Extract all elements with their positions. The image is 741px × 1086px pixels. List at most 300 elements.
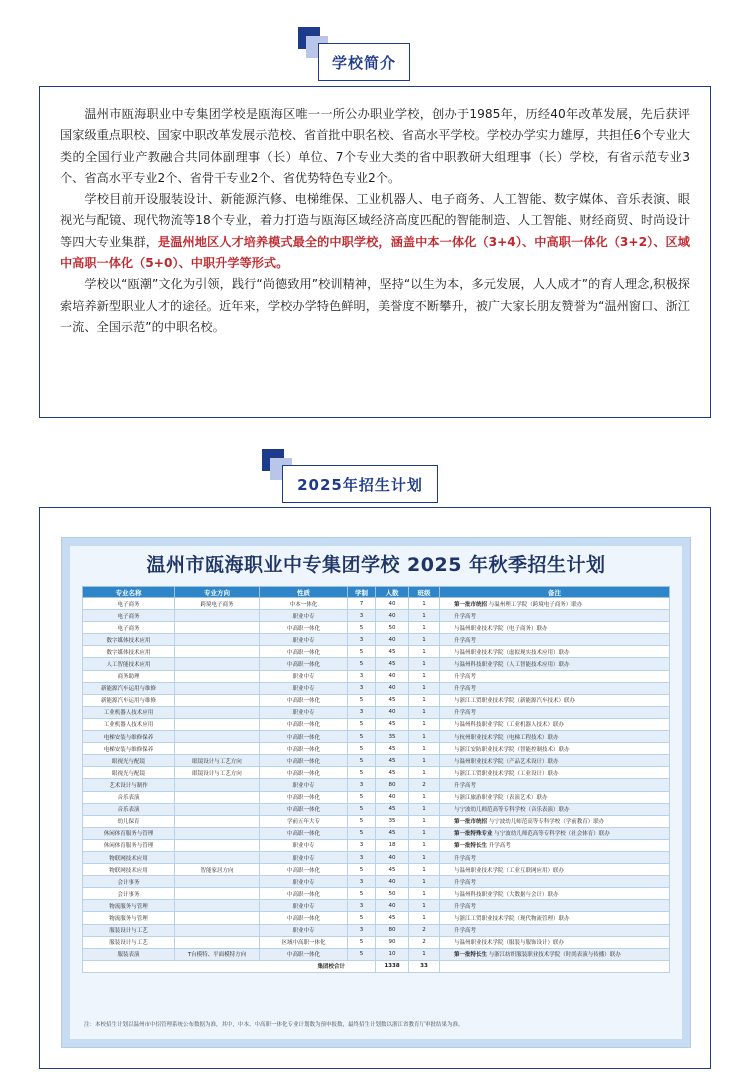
table-row bbox=[83, 815, 670, 827]
table-row bbox=[83, 924, 670, 936]
table-row bbox=[83, 803, 670, 815]
table-row bbox=[83, 743, 670, 755]
cell-classes: 1 bbox=[409, 670, 440, 682]
cell-major-name: 休闲体育服务与管理 bbox=[83, 839, 175, 851]
cell-count: 18 bbox=[376, 839, 409, 851]
column-header: 班级 bbox=[409, 587, 440, 598]
cell-count: 40 bbox=[376, 791, 409, 803]
note-text: 与浙江工贸职业技术学院（现代物流管理）联办 bbox=[454, 915, 570, 922]
cell-program-type: 中高职一体化 bbox=[260, 718, 348, 730]
cell-count: 40 bbox=[376, 851, 409, 863]
cell-count: 50 bbox=[376, 622, 409, 634]
cell-program-type: 中高职一体化 bbox=[260, 731, 348, 743]
cell-note bbox=[440, 900, 670, 912]
intro-paragraph-1: 温州市瓯海职业中专集团学校是瓯海区唯一一所公办职业学校，创办于1985年，历经40年改革发展，先后获评国家级重点职校、国家中职改革发展示范校、省首批中职名校、省高水平学校。学校办学实力雄厚，共担任6个专业大类的全国行业产教融合共同体副理事（长）单位、7个专业大类的省中职教研大组理事（长）学校，有省示范专业3个、省高水平专业2个、省骨干专业2个、省优势特色专业2个。 bbox=[60, 107, 690, 185]
plan-table-title: 温州市瓯海职业中专集团学校 2025 年秋季招生计划 bbox=[146, 554, 606, 576]
cell-classes: 1 bbox=[409, 731, 440, 743]
cell-note bbox=[440, 779, 670, 791]
table-row bbox=[83, 706, 670, 718]
cell-years: 5 bbox=[348, 658, 376, 670]
cell-years: 5 bbox=[348, 791, 376, 803]
note-text: 升学高考 bbox=[454, 928, 477, 935]
cell-years: 5 bbox=[348, 803, 376, 815]
table-row bbox=[83, 791, 670, 803]
cell-classes: 1 bbox=[409, 827, 440, 839]
cell-count: 45 bbox=[376, 803, 409, 815]
cell-major-name: 电子商务 bbox=[83, 622, 175, 634]
cell-major-direction bbox=[175, 803, 260, 815]
cell-classes: 1 bbox=[409, 743, 440, 755]
cell-major-name: 电子商务 bbox=[83, 598, 175, 610]
cell-count: 45 bbox=[376, 864, 409, 876]
cell-major-direction: 眼镜设计与工艺方向 bbox=[175, 755, 260, 767]
cell-note bbox=[440, 803, 670, 815]
cell-major-direction bbox=[175, 851, 260, 863]
enrollment-plan-box bbox=[39, 507, 711, 1069]
cell-years: 3 bbox=[348, 682, 376, 694]
table-row bbox=[83, 900, 670, 912]
cell-years: 5 bbox=[348, 731, 376, 743]
cell-program-type: 中本一体化 bbox=[260, 598, 348, 610]
cell-major-name: 新能源汽车运用与维修 bbox=[83, 694, 175, 706]
cell-major-name: 休闲体育服务与管理 bbox=[83, 827, 175, 839]
cell-classes: 1 bbox=[409, 912, 440, 924]
cell-count: 45 bbox=[376, 718, 409, 730]
cell-count: 45 bbox=[376, 743, 409, 755]
cell-program-type: 中高职一体化 bbox=[260, 912, 348, 924]
cell-program-type: 中高职一体化 bbox=[260, 888, 348, 900]
note-text: 升学高考 bbox=[454, 782, 477, 789]
note-text: 升学高考 bbox=[454, 855, 477, 862]
note-text: 与温州理工学院（跨境电子商务）联办 bbox=[488, 601, 583, 608]
cell-major-direction bbox=[175, 694, 260, 706]
column-header: 专业名称 bbox=[83, 587, 175, 598]
heading-label: 学校简介 bbox=[318, 43, 410, 81]
table-header-row bbox=[83, 587, 670, 598]
cell-major-name: 音乐表演 bbox=[83, 791, 175, 803]
cell-note bbox=[440, 622, 670, 634]
cell-note bbox=[440, 610, 670, 622]
cell-years: 5 bbox=[348, 755, 376, 767]
cell-note bbox=[440, 851, 670, 863]
cell-program-type: 职业中专 bbox=[260, 851, 348, 863]
table-row bbox=[83, 912, 670, 924]
cell-major-name: 人工智能技术应用 bbox=[83, 658, 175, 670]
cell-count: 45 bbox=[376, 827, 409, 839]
table-row bbox=[83, 888, 670, 900]
cell-major-direction bbox=[175, 924, 260, 936]
enrollment-plan-image bbox=[61, 537, 691, 1048]
cell-years: 5 bbox=[348, 936, 376, 948]
cell-program-type: 职业中专 bbox=[260, 682, 348, 694]
table-row bbox=[83, 779, 670, 791]
cell-count: 45 bbox=[376, 658, 409, 670]
note-text: 与宁波幼儿师范高等专科学校（音乐表演）联办 bbox=[454, 807, 570, 814]
heading-label: 2025年招生计划 bbox=[282, 465, 438, 503]
cell-major-direction: T台模特、平面模特方向 bbox=[175, 948, 260, 960]
cell-program-type: 职业中专 bbox=[260, 779, 348, 791]
cell-classes: 1 bbox=[409, 767, 440, 779]
cell-years: 7 bbox=[348, 598, 376, 610]
cell-major-direction bbox=[175, 718, 260, 730]
cell-major-direction bbox=[175, 682, 260, 694]
cell-program-type: 职业中专 bbox=[260, 634, 348, 646]
cell-major-direction bbox=[175, 622, 260, 634]
cell-note bbox=[440, 682, 670, 694]
cell-program-type: 职业中专 bbox=[260, 900, 348, 912]
note-text: 与宁波幼儿师范高等专科学校（社会体育）联办 bbox=[494, 831, 610, 838]
cell-program-type: 中高职一体化 bbox=[260, 948, 348, 960]
cell-program-type: 区域中高职一体化 bbox=[260, 936, 348, 948]
cell-note bbox=[440, 598, 670, 610]
cell-major-direction bbox=[175, 634, 260, 646]
cell-count: 40 bbox=[376, 598, 409, 610]
cell-classes: 1 bbox=[409, 851, 440, 863]
note-text: 与宁波幼儿师范高等专科学校（学前教育）联办 bbox=[488, 819, 605, 826]
cell-major-direction bbox=[175, 670, 260, 682]
cell-count: 45 bbox=[376, 755, 409, 767]
column-header: 专业方向 bbox=[175, 587, 260, 598]
note-text: 与浙江工贸职业技术学院（新能源汽车技术）联办 bbox=[454, 698, 576, 705]
cell-count: 40 bbox=[376, 670, 409, 682]
note-text: 与杭州职业技术学院（电梯工程技术）联办 bbox=[454, 734, 559, 741]
note-text: 与温州科技职业学院（人工智能技术应用）联办 bbox=[454, 662, 570, 669]
cell-note bbox=[440, 755, 670, 767]
cell-major-name: 会计事务 bbox=[83, 888, 175, 900]
cell-count: 40 bbox=[376, 706, 409, 718]
cell-note bbox=[440, 924, 670, 936]
note-text: 与浙江纺织服装职业技术学院（时尚表演与传播）联办 bbox=[488, 952, 621, 959]
cell-major-name: 物流服务与管理 bbox=[83, 900, 175, 912]
cell-years: 5 bbox=[348, 912, 376, 924]
total-note-empty bbox=[440, 960, 670, 972]
cell-program-type: 职业中专 bbox=[260, 670, 348, 682]
cell-classes: 1 bbox=[409, 815, 440, 827]
cell-note bbox=[440, 658, 670, 670]
cell-program-type: 中高职一体化 bbox=[260, 743, 348, 755]
cell-classes: 2 bbox=[409, 924, 440, 936]
cell-note bbox=[440, 634, 670, 646]
cell-major-direction bbox=[175, 791, 260, 803]
cell-note bbox=[440, 839, 670, 851]
cell-years: 5 bbox=[348, 646, 376, 658]
cell-count: 45 bbox=[376, 912, 409, 924]
note-text: 与温州职业技术学院（服装与服饰设计）联办 bbox=[454, 940, 565, 947]
cell-note bbox=[440, 912, 670, 924]
cell-years: 3 bbox=[348, 924, 376, 936]
cell-program-type: 中高职一体化 bbox=[260, 864, 348, 876]
cell-classes: 1 bbox=[409, 718, 440, 730]
cell-classes: 1 bbox=[409, 610, 440, 622]
table-total-row bbox=[83, 960, 670, 972]
column-header: 备注 bbox=[440, 587, 670, 598]
cell-count: 45 bbox=[376, 767, 409, 779]
total-classes: 33 bbox=[409, 960, 440, 972]
cell-note bbox=[440, 827, 670, 839]
cell-major-direction: 眼镜设计与工艺方向 bbox=[175, 767, 260, 779]
cell-note bbox=[440, 936, 670, 948]
cell-classes: 1 bbox=[409, 864, 440, 876]
cell-years: 3 bbox=[348, 670, 376, 682]
cell-program-type: 中高职一体化 bbox=[260, 767, 348, 779]
note-text: 升学高考 bbox=[488, 843, 511, 850]
cell-major-direction bbox=[175, 900, 260, 912]
table-row bbox=[83, 755, 670, 767]
cell-count: 45 bbox=[376, 694, 409, 706]
cell-program-type: 学前五年大专 bbox=[260, 815, 348, 827]
cell-major-name: 服装表演 bbox=[83, 948, 175, 960]
cell-classes: 1 bbox=[409, 598, 440, 610]
cell-program-type: 职业中专 bbox=[260, 839, 348, 851]
cell-major-name: 新能源汽车运用与维修 bbox=[83, 682, 175, 694]
cell-major-direction bbox=[175, 646, 260, 658]
note-text: 升学高考 bbox=[454, 879, 477, 886]
cell-classes: 1 bbox=[409, 948, 440, 960]
cell-classes: 1 bbox=[409, 622, 440, 634]
cell-years: 5 bbox=[348, 718, 376, 730]
cell-count: 90 bbox=[376, 936, 409, 948]
intro-paragraph-3: 学校以“瓯潮”文化为引领，践行“尚德致用”校训精神，坚持“以生为本，多元发展，人人成才”的育人理念,积极探索培养新型职业人才的途径。近年来，学校办学特色鲜明，美誉度不断攀升，被广大家长朋友赞誉为“温州窗口、浙江一流、全国示范”的中职名校。 bbox=[60, 277, 690, 334]
cell-years: 3 bbox=[348, 706, 376, 718]
column-header: 性质 bbox=[260, 587, 348, 598]
cell-program-type: 中高职一体化 bbox=[260, 622, 348, 634]
cell-classes: 1 bbox=[409, 658, 440, 670]
cell-note bbox=[440, 706, 670, 718]
cell-major-name: 服装设计与工艺 bbox=[83, 936, 175, 948]
cell-program-type: 中高职一体化 bbox=[260, 658, 348, 670]
table-row bbox=[83, 646, 670, 658]
table-row bbox=[83, 718, 670, 730]
table-row bbox=[83, 658, 670, 670]
note-batch-label: 第一批市统招 bbox=[454, 601, 488, 608]
cell-note bbox=[440, 791, 670, 803]
cell-major-name: 电梯安装与维修保养 bbox=[83, 731, 175, 743]
cell-major-name: 工业机器人技术应用 bbox=[83, 706, 175, 718]
cell-years: 5 bbox=[348, 767, 376, 779]
table-row bbox=[83, 622, 670, 634]
cell-note bbox=[440, 948, 670, 960]
cell-count: 40 bbox=[376, 900, 409, 912]
plan-footnote: 注：本校招生计划以温州市中招管理系统公布数据为准，其中，中本、中高职一体化专业计划数为预申报数，最终招生计划数以浙江省教育厅审批结果为准。 bbox=[84, 1022, 464, 1028]
cell-major-name: 眼视光与配镜 bbox=[83, 755, 175, 767]
cell-major-name: 音乐表演 bbox=[83, 803, 175, 815]
cell-major-direction bbox=[175, 876, 260, 888]
cell-years: 3 bbox=[348, 851, 376, 863]
cell-years: 5 bbox=[348, 888, 376, 900]
cell-major-direction bbox=[175, 839, 260, 851]
cell-note bbox=[440, 864, 670, 876]
cell-count: 40 bbox=[376, 682, 409, 694]
note-text: 与温州科技职业学院（工业机器人技术）联办 bbox=[454, 722, 565, 729]
cell-years: 5 bbox=[348, 743, 376, 755]
cell-major-name: 物联网技术应用 bbox=[83, 851, 175, 863]
cell-program-type: 职业中专 bbox=[260, 876, 348, 888]
note-text: 与温州科技职业学院（大数据与会计）联办 bbox=[454, 891, 559, 898]
cell-classes: 1 bbox=[409, 839, 440, 851]
note-text: 与温州职业技术学院（电子商务）联办 bbox=[454, 625, 548, 632]
cell-major-name: 电子商务 bbox=[83, 610, 175, 622]
cell-count: 35 bbox=[376, 815, 409, 827]
cell-major-name: 会计事务 bbox=[83, 876, 175, 888]
cell-note bbox=[440, 743, 670, 755]
cell-classes: 1 bbox=[409, 803, 440, 815]
cell-major-direction bbox=[175, 743, 260, 755]
column-header: 学制 bbox=[348, 587, 376, 598]
cell-major-name: 数字媒体技术应用 bbox=[83, 646, 175, 658]
cell-major-direction bbox=[175, 936, 260, 948]
column-header: 人数 bbox=[376, 587, 409, 598]
table-row bbox=[83, 634, 670, 646]
note-text: 与温州职业技术学院（产品艺术设计）联办 bbox=[454, 758, 559, 765]
cell-count: 40 bbox=[376, 610, 409, 622]
cell-note bbox=[440, 888, 670, 900]
cell-years: 3 bbox=[348, 900, 376, 912]
cell-classes: 2 bbox=[409, 936, 440, 948]
cell-count: 35 bbox=[376, 731, 409, 743]
cell-count: 80 bbox=[376, 924, 409, 936]
cell-note bbox=[440, 694, 670, 706]
cell-program-type: 中高职一体化 bbox=[260, 646, 348, 658]
cell-years: 3 bbox=[348, 876, 376, 888]
total-count: 1338 bbox=[376, 960, 409, 972]
note-text: 与温州职业技术学院（工业互联网应用）联办 bbox=[454, 867, 565, 874]
cell-program-type: 中高职一体化 bbox=[260, 694, 348, 706]
cell-note bbox=[440, 767, 670, 779]
cell-program-type: 中高职一体化 bbox=[260, 755, 348, 767]
cell-major-direction bbox=[175, 912, 260, 924]
total-label: 集团校合计 bbox=[83, 960, 376, 972]
table-row bbox=[83, 851, 670, 863]
cell-years: 5 bbox=[348, 622, 376, 634]
table-row bbox=[83, 839, 670, 851]
cell-note bbox=[440, 815, 670, 827]
cell-major-direction bbox=[175, 610, 260, 622]
cell-program-type: 职业中专 bbox=[260, 706, 348, 718]
cell-major-name: 工业机器人技术应用 bbox=[83, 718, 175, 730]
table-row bbox=[83, 731, 670, 743]
cell-classes: 2 bbox=[409, 779, 440, 791]
note-text: 升学高考 bbox=[454, 686, 477, 693]
note-text: 与浙江工贸职业技术学院（工业设计）联办 bbox=[454, 770, 559, 777]
enrollment-table bbox=[82, 586, 670, 973]
cell-program-type: 中高职一体化 bbox=[260, 791, 348, 803]
note-text: 与浙江旅游职业学院（表演艺术）联办 bbox=[454, 795, 548, 802]
table-row bbox=[83, 864, 670, 876]
intro-paragraph-2 bbox=[60, 189, 690, 274]
note-text: 升学高考 bbox=[454, 613, 477, 620]
cell-note bbox=[440, 646, 670, 658]
enrollment-plan-sheet bbox=[70, 546, 682, 1039]
cell-years: 3 bbox=[348, 634, 376, 646]
cell-program-type: 中高职一体化 bbox=[260, 827, 348, 839]
cell-classes: 1 bbox=[409, 694, 440, 706]
cell-classes: 1 bbox=[409, 706, 440, 718]
cell-major-direction bbox=[175, 779, 260, 791]
cell-count: 45 bbox=[376, 646, 409, 658]
cell-classes: 1 bbox=[409, 755, 440, 767]
cell-note bbox=[440, 670, 670, 682]
cell-major-name: 幼儿保育 bbox=[83, 815, 175, 827]
table-row bbox=[83, 827, 670, 839]
cell-years: 3 bbox=[348, 610, 376, 622]
cell-major-direction bbox=[175, 658, 260, 670]
cell-note bbox=[440, 876, 670, 888]
table-row bbox=[83, 767, 670, 779]
cell-program-type: 职业中专 bbox=[260, 924, 348, 936]
table-row bbox=[83, 694, 670, 706]
cell-major-name: 物流服务与管理 bbox=[83, 912, 175, 924]
cell-years: 5 bbox=[348, 815, 376, 827]
cell-major-direction bbox=[175, 706, 260, 718]
cell-note bbox=[440, 731, 670, 743]
table-row bbox=[83, 670, 670, 682]
note-text: 与温州职业技术学院（虚拟现实技术应用）联办 bbox=[454, 649, 570, 656]
cell-years: 3 bbox=[348, 779, 376, 791]
note-text: 升学高考 bbox=[454, 710, 477, 717]
note-text: 升学高考 bbox=[454, 637, 477, 644]
cell-count: 80 bbox=[376, 779, 409, 791]
cell-major-direction: 智能家居方向 bbox=[175, 864, 260, 876]
cell-classes: 1 bbox=[409, 876, 440, 888]
cell-classes: 1 bbox=[409, 646, 440, 658]
cell-major-name: 数字媒体技术应用 bbox=[83, 634, 175, 646]
cell-major-direction: 跨境电子商务 bbox=[175, 598, 260, 610]
note-batch-label: 第一批特长生 bbox=[454, 952, 488, 959]
cell-major-name: 服装设计与工艺 bbox=[83, 924, 175, 936]
cell-years: 5 bbox=[348, 694, 376, 706]
cell-classes: 1 bbox=[409, 900, 440, 912]
cell-count: 50 bbox=[376, 888, 409, 900]
table-row bbox=[83, 948, 670, 960]
cell-classes: 1 bbox=[409, 682, 440, 694]
table-row bbox=[83, 610, 670, 622]
table-row bbox=[83, 682, 670, 694]
cell-years: 5 bbox=[348, 948, 376, 960]
cell-program-type: 中高职一体化 bbox=[260, 803, 348, 815]
cell-classes: 1 bbox=[409, 634, 440, 646]
intro-paragraph-2-highlight: 是温州地区人才培养模式最全的中职学校，涵盖中本一体化（3+4）、中高职一体化（3+2）、区域中高职一体化（5+0）、中职升学等形式。 bbox=[60, 234, 690, 271]
note-text: 升学高考 bbox=[454, 674, 477, 681]
cell-major-direction bbox=[175, 827, 260, 839]
school-intro-box bbox=[39, 86, 711, 418]
cell-major-direction bbox=[175, 731, 260, 743]
cell-major-name: 眼视光与配镜 bbox=[83, 767, 175, 779]
cell-major-name: 艺术设计与制作 bbox=[83, 779, 175, 791]
cell-program-type: 职业中专 bbox=[260, 610, 348, 622]
cell-years: 5 bbox=[348, 827, 376, 839]
cell-count: 40 bbox=[376, 876, 409, 888]
note-batch-label: 第一批市统招 bbox=[454, 819, 488, 826]
cell-count: 40 bbox=[376, 634, 409, 646]
cell-major-name: 商务助理 bbox=[83, 670, 175, 682]
note-text: 与浙江安防职业技术学院（智能控制技术）联办 bbox=[454, 746, 570, 753]
intro-paragraph-2-text: 学校目前开设服装设计、新能源汽修、电梯维保、工业机器人、电子商务、人工智能、数字媒体、音乐表演、眼视光与配镜、现代物流等18个专业，着力打造与瓯海区域经济高度匹配的智能制造、人工智能、财经商贸、时尚设计等四大专业集群， bbox=[60, 192, 690, 249]
cell-years: 5 bbox=[348, 864, 376, 876]
cell-note bbox=[440, 718, 670, 730]
note-batch-label: 第一批特殊专业 bbox=[454, 831, 493, 838]
note-batch-label: 第一批特长生 bbox=[454, 843, 488, 850]
cell-major-name: 物联网技术应用 bbox=[83, 864, 175, 876]
note-text: 升学高考 bbox=[454, 903, 477, 910]
cell-major-direction bbox=[175, 888, 260, 900]
table-row bbox=[83, 876, 670, 888]
cell-count: 10 bbox=[376, 948, 409, 960]
cell-classes: 1 bbox=[409, 791, 440, 803]
cell-major-direction bbox=[175, 815, 260, 827]
cell-classes: 1 bbox=[409, 888, 440, 900]
cell-major-name: 电梯安装与维修保养 bbox=[83, 743, 175, 755]
table-row bbox=[83, 598, 670, 610]
